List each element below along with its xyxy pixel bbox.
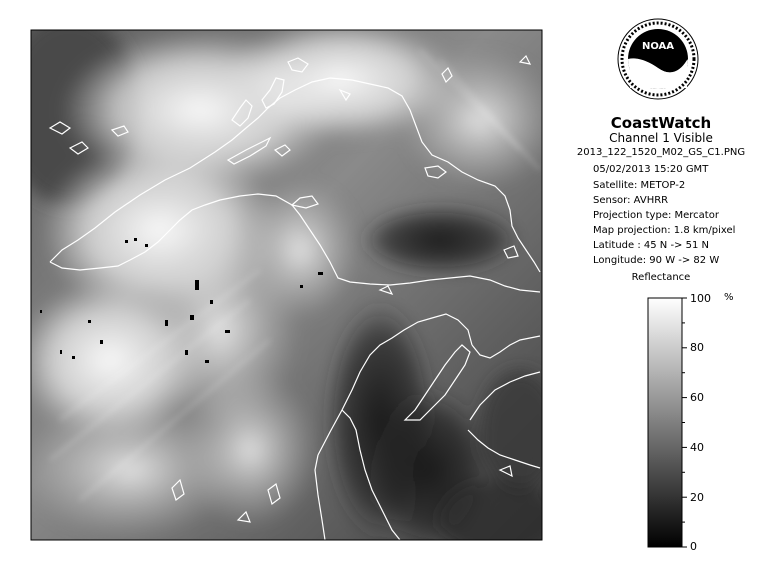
legend-projection: Projection type: Mercator xyxy=(593,210,719,221)
legend-title: CoastWatch xyxy=(610,114,712,132)
legend-datetime: 05/02/2013 15:20 GMT xyxy=(593,164,709,175)
colorbar-unit: % xyxy=(724,292,734,303)
colorbar-tick-label: 60 xyxy=(690,391,704,404)
legend-filename: 2013_122_1520_M02_GS_C1.PNG xyxy=(576,147,746,158)
satellite-imagery xyxy=(0,15,560,560)
legend-longitude: Longitude: 90 W -> 82 W xyxy=(593,255,720,266)
legend-satellite: Satellite: METOP-2 xyxy=(593,180,686,191)
legend-map-projection: Map projection: 1.8 km/pixel xyxy=(593,225,736,236)
colorbar-tick-label: 40 xyxy=(690,441,704,454)
colorbar-ticks xyxy=(682,298,687,547)
colorbar-tick-label: 80 xyxy=(690,341,704,354)
legend-latitude: Latitude : 45 N -> 51 N xyxy=(593,240,709,251)
colorbar-label: Reflectance xyxy=(631,272,691,283)
legend-sensor: Sensor: AVHRR xyxy=(593,195,669,206)
noaa-logo-icon xyxy=(617,18,699,100)
colorbar xyxy=(648,298,682,547)
logo-name: NOAA xyxy=(641,41,675,52)
colorbar-tick-label: 20 xyxy=(690,491,704,504)
colorbar-tick-label: 100 xyxy=(690,292,711,305)
legend-subtitle: Channel 1 Visible xyxy=(609,131,713,145)
colorbar-tick-label: 0 xyxy=(690,540,697,553)
